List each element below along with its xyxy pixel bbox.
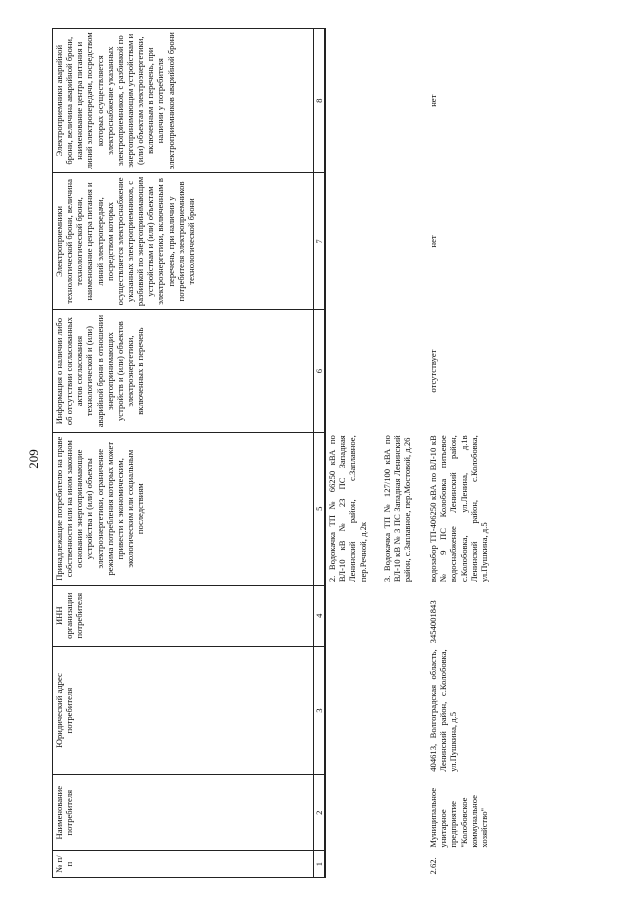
header-inn: ИНН организации потребителя (53, 585, 314, 646)
row-number: 2.62. (428, 857, 439, 875)
page-number: 209 (26, 449, 41, 469)
tech-reserve-value: нет (428, 235, 439, 248)
header-address: Юридический адрес потребителя (53, 646, 314, 774)
header-devices: Принадлежащие потребителю на праве собственности или на ином законном основании энергопринимающие устройства и (или) объекты электроэнергетики, ограничение режима потребления которых может привести к экономическим, экологическим или социальным последствиям (53, 432, 314, 585)
column-number: 1 (314, 851, 326, 878)
header-acts: Информация о наличии либо об отсутствии согласованных актов согласования технологической и (или) аварийной брони в отношении энергопринимающих устройств и (или) объектов электроэнергетики, включенных в перечень (53, 310, 314, 432)
table-row-2-62 (427, 29, 490, 878)
header-tech-reserve: Электроприемники технологической брони, величина технологической брони, наименование центра питания и линий электропередачи, посредством которых осуществляется электроснабжение указанных электроприемников, с разбивкой по энергопринимающим устройствам и (или) объектам электроэнергетики, включенным в перечень, при наличии у потребителя электроприемников технологической брони (53, 173, 314, 310)
rotated-page (52, 28, 640, 878)
emergency-reserve-value: нет (428, 94, 439, 107)
consumer-table (52, 28, 490, 878)
table-row-continued (325, 29, 427, 878)
column-number: 8 (314, 29, 326, 173)
acts-status: отсутствует (428, 349, 439, 393)
continued-entry: 2. Водокачка ТП № 66250 кВА по ВЛ-10 кВ № 23 ПС Западная Ленинский район, с.Заплавное, пер.Речной, д.2к (327, 435, 368, 583)
column-number: 7 (314, 173, 326, 310)
consumer-inn: 3454001843 (428, 600, 439, 644)
column-number: 5 (314, 432, 326, 585)
header-row (53, 29, 314, 878)
column-number: 3 (314, 646, 326, 774)
consumer-address: 404613, Волгоградская область, Ленинский район, с.Колобовка, ул.Пушкина, д.5 (428, 649, 459, 772)
consumer-devices: водозабор ТП-406250 кВА по ВЛ-10 кВ № 9 ПС Колобовка питьевое водоснабжение Ленинский район, с.Колобовка, ул.Ленина, д.1в Ленинский район, с.Колобовка, ул.Пушкина, д.5 (428, 435, 489, 583)
column-number: 2 (314, 775, 326, 851)
consumer-name: Муниципальное унитарное предприятие "Колобовское коммунальное хозяйство" (428, 787, 489, 848)
devices-cell (325, 432, 427, 585)
header-emergency-reserve: Электроприемники аварийной брони, величина аварийной брони, наименование центра питания и линий электропередачи, посредством которых осуществляется электроснабжение указанных электроприемников, с разбивкой по энергопринимающим устройствам и (или) объектам электроэнергетики, включенным в перечень, при наличии у потребителя электроприемников аварийной брони (53, 29, 314, 173)
header-num: № п/п (53, 851, 314, 878)
header-name: Наименование потребителя (53, 775, 314, 851)
column-number: 4 (314, 585, 326, 646)
column-number-row (314, 29, 326, 878)
column-number: 6 (314, 310, 326, 432)
continued-entry: 3. Водокачка ТП № 127/100 кВА по ВЛ-10 кВ № 3 ПС Западная Ленинский район, с.Заплавное, пер.Мостовой, д.26 (381, 435, 412, 583)
